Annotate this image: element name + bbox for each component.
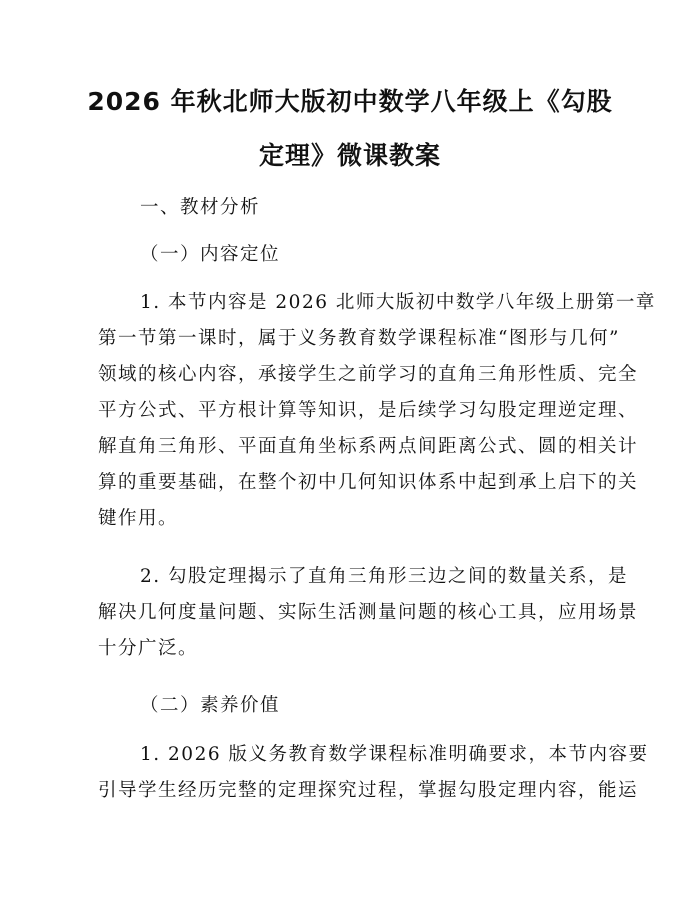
subsection-heading-literacy-value: （二）素养价值	[140, 695, 281, 716]
paragraph-line: 键作用。	[98, 508, 179, 529]
paragraph-line: 算的重要基础，在整个初中几何知识体系中起到承上启下的关	[98, 472, 639, 493]
paragraph-line: 解直角三角形、平面直角坐标系两点间距离公式、圆的相关计	[98, 436, 639, 457]
paragraph-line: 引导学生经历完整的定理探究过程，掌握勾股定理内容，能运	[98, 780, 639, 801]
paragraph-line: 十分广泛。	[98, 638, 199, 659]
section-heading-analysis: 一、教材分析	[140, 197, 261, 218]
paragraph-line: 平方公式、平方根计算等知识，是后续学习勾股定理逆定理、	[98, 400, 639, 421]
paragraph-line: 解决几何度量问题、实际生活测量问题的核心工具，应用场景	[98, 602, 639, 623]
subsection-heading-positioning: （一）内容定位	[140, 244, 281, 265]
doc-title-line-1: 2026 年秋北师大版初中数学八年级上《勾股	[87, 87, 613, 116]
paragraph-line: 第一节第一课时，属于义务教育数学课程标准“图形与几何”	[98, 328, 620, 349]
paragraph-line: 2. 勾股定理揭示了直角三角形三边之间的数量关系，是	[140, 566, 629, 587]
doc-title-line-2: 定理》微课教案	[258, 141, 441, 170]
paragraph-line: 领域的核心内容，承接学生之前学习的直角三角形性质、完全	[98, 364, 639, 385]
paragraph-line: 1. 本节内容是 2026 北师大版初中数学八年级上册第一章	[140, 292, 656, 313]
paragraph-line: 1. 2026 版义务教育数学课程标准明确要求，本节内容要	[140, 744, 649, 765]
